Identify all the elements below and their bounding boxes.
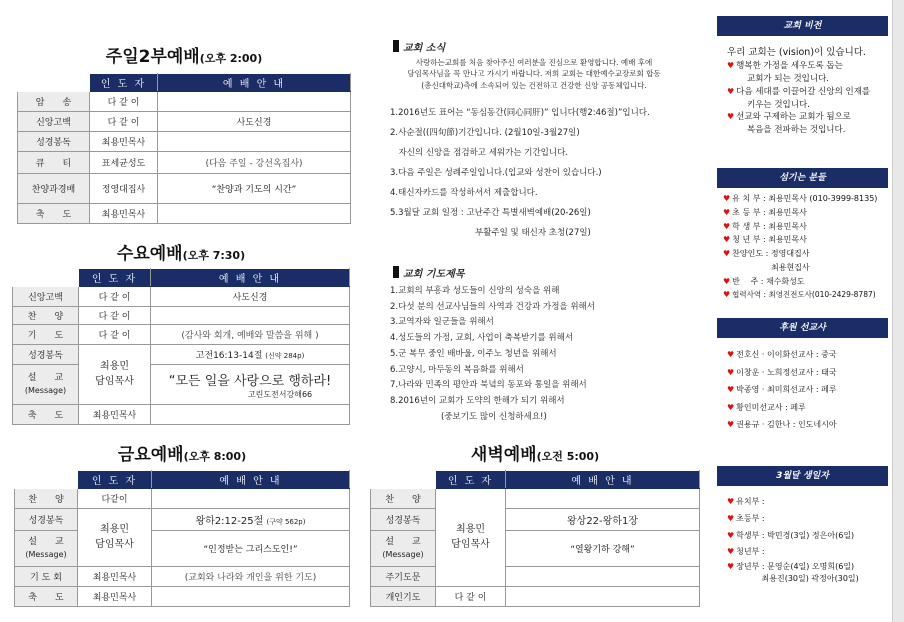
- heart-icon: ♥: [727, 61, 735, 71]
- table-row: 신앙고백 다 같 이 사도신경: [13, 287, 350, 307]
- news-title: 교회 소식: [393, 39, 445, 54]
- right-panel: [717, 0, 888, 622]
- list-item: ♥ 유 치 부 : 최용민목사 (010-3999-8135): [723, 194, 878, 203]
- list-item: 5.3월달 교회 일정 : 고난주간 특별새벽예배(20-26일): [390, 207, 591, 218]
- table-row: 설 교 (Message) “모든 일을 사랑으로 행하라! 고린도전서강해66: [13, 365, 350, 405]
- vision-header: 교회 비전: [717, 16, 888, 36]
- table-row: 설 교 (Message) “열왕기하 강해”: [371, 531, 700, 567]
- list-item: 5.군 복무 중인 배바울, 이주노 청년을 위해서: [390, 348, 557, 359]
- head-info: 예 배 안 내: [152, 471, 350, 489]
- heart-icon: ♥: [723, 249, 731, 258]
- table-row: 신앙고백 다 같 이 사도신경: [18, 112, 351, 132]
- bullet-square-icon: [393, 40, 399, 52]
- list-item: 자신의 신앙을 점검하고 세워가는 기간입니다.: [390, 147, 569, 158]
- friday-table: [14, 470, 350, 607]
- table-row: 암 송 다 같 이: [18, 92, 351, 112]
- friday-leader: 최용민 담임목사: [78, 509, 152, 567]
- heart-icon: ♥: [727, 402, 735, 412]
- list-item: ♥ 행복한 가정을 세우도록 돕는: [727, 61, 843, 72]
- table-row: 개인기도 다 같 이: [371, 587, 700, 607]
- heart-icon: ♥: [727, 420, 735, 430]
- list-item: 부활주일 및 태신자 초청(27일): [390, 227, 591, 238]
- table-row: 성경봉독 최용민 담임목사 고전16:13-14절 (신약 284p): [13, 345, 350, 365]
- list-item: ♥ 장년부 : 문영순(4일) 오명희(6일): [727, 562, 855, 572]
- head-info: 예 배 안 내: [151, 269, 350, 287]
- vision-box: 우리 교회는 (vision)이 있습니다. ♥ 행복한 가정을 세우도록 돕는 교회가 되는 것입니다. ♥ 다음 세대를 이끌어갈 신앙의 인재를 키우는 것입니다. ♥ 선교와 구제하는 교회가 됨으로 복음을 전파하는 것입니다.: [717, 46, 888, 137]
- table-row: 성경봉독 최용민목사: [18, 132, 351, 152]
- list-item: 2.사순절((四旬節)기간입니다. (2월10일-3월27일): [390, 127, 580, 138]
- heart-icon: ♥: [727, 350, 735, 359]
- heart-icon: ♥: [727, 547, 735, 557]
- heart-icon: ♥: [727, 513, 735, 523]
- head-info: 예 배 안 내: [506, 471, 700, 489]
- head-info: 예 배 안 내: [158, 74, 351, 92]
- sunday-table: [17, 73, 351, 224]
- list-item: ♥ 찬양인도 : 정영대집사: [723, 249, 810, 258]
- wednesday-leader: 최용민 담임목사: [79, 345, 151, 405]
- list-item: ♥ 이창운 · 노희정선교사 : 태국: [727, 367, 837, 377]
- table-row: 축 도 최용민목사: [13, 405, 350, 425]
- head-leader: 인 도 자: [90, 74, 158, 92]
- list-item: ♥ 유치부 :: [727, 497, 765, 506]
- list-item: 8.2016년이 교회가 도약의 한해가 되기 위해서: [390, 396, 565, 407]
- servants-header: 섬기는 분들: [717, 168, 888, 188]
- list-item: ♥ 박종영 · 최미희선교사 : 페루: [727, 385, 837, 395]
- list-item: 4.태신자카드를 작성하셔서 제출합니다.: [390, 187, 538, 198]
- wednesday-table: [12, 268, 350, 425]
- birthdays-header: 3월달 생일자: [717, 466, 888, 486]
- list-item: ♥ 다음 세대를 이끌어갈 신앙의 인재를: [727, 86, 871, 97]
- head-leader: 인 도 자: [436, 471, 506, 489]
- heart-icon: ♥: [723, 207, 731, 217]
- table-row: 주기도문: [371, 567, 700, 587]
- list-item: ♥ 청년부 :: [727, 547, 765, 557]
- list-item: ♥ 권용규 · 김한나 : 인도네시아: [727, 420, 837, 430]
- heart-icon: ♥: [727, 497, 735, 506]
- table-row: 큐 티 표세균성도 (다음 주일 - 강선옥집사): [18, 152, 351, 174]
- head-leader: 인 도 자: [78, 471, 152, 489]
- list-item: ♥ 초 등 부 : 최용민목사: [723, 207, 807, 217]
- list-item: 3.다음 주일은 성례주일입니다.(입교와 성찬이 있습니다.): [390, 167, 602, 178]
- table-row: 기 도 다 같 이 (감사와 회개, 예배와 말씀을 위해 ): [13, 325, 350, 345]
- dawn-leader: 최용민 담임목사: [436, 489, 506, 587]
- heart-icon: ♥: [727, 385, 735, 395]
- heart-icon: ♥: [727, 367, 735, 377]
- list-item: ♥ 반 주 : 채수화성도: [723, 276, 805, 286]
- news-list: [390, 104, 650, 244]
- heart-icon: ♥: [723, 221, 731, 231]
- table-row: 성경봉독 최용민 담임목사 왕하2:12-25절 (구약 562p): [15, 509, 350, 531]
- list-item: 7.나라와 민족의 평안과 북녘의 동포와 통일을 위해서: [390, 380, 587, 391]
- list-item: 6.고양시, 마두동의 복음화를 위해서: [390, 364, 524, 375]
- list-item: (중보기도 많이 신청하세요!): [390, 411, 547, 422]
- heart-icon: ♥: [723, 194, 731, 203]
- list-item: ♥ 황인미선교사 : 페루: [727, 402, 806, 412]
- heart-icon: ♥: [723, 235, 731, 245]
- list-item: 1.2016년도 표어는 “동심동간(同心同肝)” 입니다(행2:46절)”입니다.: [390, 108, 650, 118]
- heart-icon: ♥: [723, 276, 731, 286]
- table-row: 축 도 최용민목사: [18, 204, 351, 224]
- table-row: 기 도 회 최용민목사 (교회와 나라와 개인을 위한 기도): [15, 567, 350, 587]
- table-row: 축 도 최용민목사: [15, 587, 350, 607]
- table-row: 찬 양 다 같 이: [13, 307, 350, 325]
- table-row: 찬 양 최용민 담임목사: [371, 489, 700, 509]
- friday-title: 금요예배(오후 8:00): [117, 445, 247, 465]
- missionaries-header: 후원 선교사: [717, 318, 888, 338]
- list-item: 2.다섯 분의 선교사님들의 사역과 건강과 가정을 위해서: [390, 301, 595, 312]
- table-row: 설 교 (Message) “인정받는 그리스도인!”: [15, 531, 350, 567]
- table-row: 찬 양 다같이: [15, 489, 350, 509]
- list-item: ♥ 학 생 부 : 최용민목사: [723, 221, 807, 231]
- list-item: ♥ 청 년 부 : 최용민목사: [723, 235, 807, 245]
- table-row: 성경봉독 왕상22-왕하1장: [371, 509, 700, 531]
- head-leader: 인 도 자: [79, 269, 151, 287]
- dawn-title: 새벽예배(오전 5:00): [470, 445, 600, 465]
- birthdays-box: ♥ 유치부 : ♥ 초등부 : ♥ 학생부 : 박민경(3일) 정은아(6일) ♥ 청년부 : ♥ 장년부 : 문영순(4일) 오명희(6일) 최용진(30일) 곽정아(30일): [717, 494, 888, 585]
- prayer-title: 교회 기도제목: [393, 265, 464, 280]
- heart-icon: ♥: [727, 86, 735, 96]
- news-intro: 사랑하는교회를 처음 찾아주신 여러분을 진심으로 환영합니다. 예배 후에 담임목사님을 꼭 만나고 가시기 바랍니다. 저희 교회는 대한예수교장로회 합동 (총신대학교)측에 소속되어 있는 건전하고 건강한 신앙 공동체입니다.: [407, 58, 661, 90]
- table-row: 찬양과경배 정영대집사 “찬양과 기도의 시간”: [18, 174, 351, 204]
- servants-box: ♥ 유 치 부 : 최용민목사 (010-3999-8135) ♥ 초 등 부 : 최용민목사 ♥ 학 생 부 : 최용민목사 ♥ 청 년 부 : 최용민목사 ♥ 찬양인도 : 정영대집사 최용현집사 ♥ 반 주 : 채수화성도 ♥ 협력사역 : 최영진전도사(010-2429-8787): [717, 192, 888, 302]
- list-item: 4.성도들의 가정, 교회, 사업이 축복받기를 위해서: [390, 333, 574, 344]
- list-item: 3.교역자와 일군들을 위해서: [390, 317, 494, 328]
- heart-icon: ♥: [727, 112, 735, 122]
- list-item: ♥ 학생부 : 박민경(3일) 정은아(6일): [727, 530, 855, 540]
- list-item: ♥ 전호신 · 이이화선교사 : 중국: [727, 350, 837, 359]
- heart-icon: ♥: [727, 530, 735, 540]
- vertical-scrollbar[interactable]: [892, 0, 904, 622]
- list-item: ♥ 선교와 구제하는 교회가 됨으로: [727, 112, 852, 123]
- sunday-title: 주일2부예배(오후 2:00): [105, 47, 263, 67]
- prayer-list: [390, 284, 595, 425]
- dawn-table: [370, 470, 700, 607]
- heart-icon: ♥: [723, 290, 731, 300]
- list-item: 1.교회의 부흥과 성도들이 신앙의 성숙을 위해: [390, 286, 560, 296]
- bullet-square-icon: [393, 266, 399, 278]
- wednesday-title: 수요예배(오후 7:30): [116, 244, 246, 264]
- missionaries-box: [717, 346, 888, 434]
- list-item: ♥ 협력사역 : 최영진전도사(010-2429-8787): [723, 290, 876, 300]
- list-item: ♥ 초등부 :: [727, 513, 765, 523]
- heart-icon: ♥: [727, 562, 735, 572]
